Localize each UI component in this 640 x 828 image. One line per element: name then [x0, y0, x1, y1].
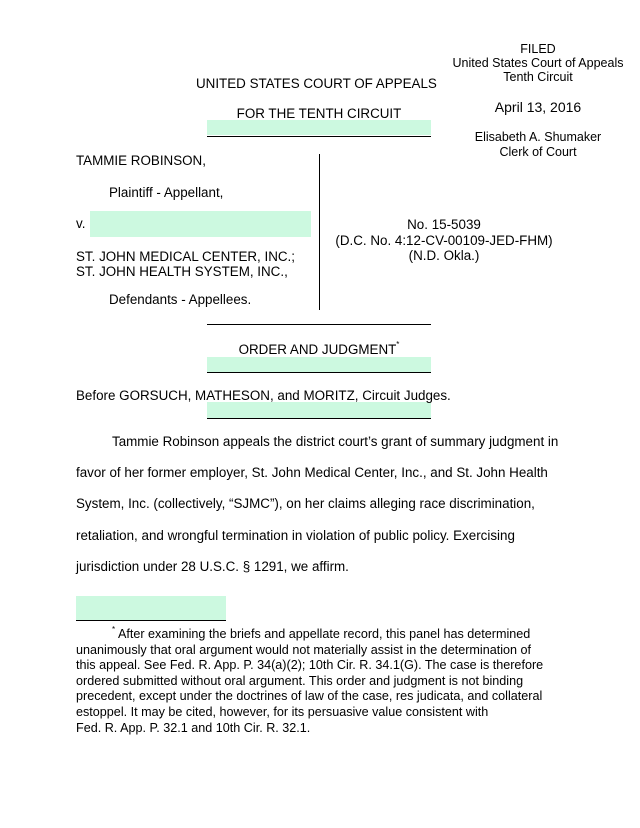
divider-rule	[207, 136, 431, 137]
footnote-line: unanimously that oral argument would not materially assist in the determination of	[76, 643, 532, 657]
divider-rule	[207, 372, 431, 373]
highlight-band	[207, 357, 431, 372]
footnote-line: estoppel. It may be cited, however, for its persuasive value consistent with	[76, 705, 489, 719]
highlight-band	[76, 596, 226, 620]
court-name: UNITED STATES COURT OF APPEALS	[196, 76, 437, 91]
footnote-first-text: After examining the briefs and appellate record, this panel has determined	[117, 627, 531, 641]
filed-court: United States Court of Appeals	[452, 56, 624, 70]
body-line: retaliation, and wrongful termination in violation of public policy. Exercising	[76, 528, 515, 543]
filed-circuit: Tenth Circuit	[503, 70, 573, 84]
district-court-number: (D.C. No. 4:12-CV-00109-JED-FHM)	[335, 233, 553, 248]
defendant-2: ST. JOHN HEALTH SYSTEM, INC.,	[76, 264, 288, 279]
filed-label: FILED	[520, 42, 556, 56]
clerk-title: Clerk of Court	[499, 145, 577, 159]
caption-divider	[319, 154, 320, 310]
divider-rule	[207, 418, 431, 419]
body-line: favor of her former employer, St. John Medical Center, Inc., and St. John Health	[76, 465, 548, 480]
plaintiff-name: TAMMIE ROBINSON,	[76, 153, 206, 168]
district-label: (N.D. Okla.)	[408, 248, 480, 263]
case-number: No. 15-5039	[407, 217, 481, 232]
footnote-line: precedent, except under the doctrines of law of the case, res judicata, and collateral	[76, 689, 543, 703]
plaintiff-role: Plaintiff - Appellant,	[109, 185, 224, 200]
body-line: Tammie Robinson appeals the district court’s grant of summary judgment in	[112, 434, 559, 449]
filed-date	[440, 98, 636, 116]
court-circuit: FOR THE TENTH CIRCUIT	[236, 106, 402, 121]
highlight-band	[90, 211, 311, 237]
divider-rule	[207, 324, 431, 325]
footnote-line: Fed. R. App. P. 32.1 and 10th Cir. R. 32.1.	[76, 721, 311, 735]
defendant-1: ST. JOHN MEDICAL CENTER, INC.;	[76, 249, 295, 264]
versus-label: v.	[76, 216, 86, 231]
order-footnote-mark: *	[396, 340, 400, 349]
footnote-line: ordered submitted without oral argument. This order and judgment is not binding	[76, 674, 524, 688]
footnote-first-line	[112, 627, 530, 641]
panel-line: Before GORSUCH, MATHESON, and MORITZ, Circuit Judges.	[76, 388, 451, 403]
footnote-separator	[76, 620, 226, 621]
order-title-text: ORDER AND JUDGMENT	[238, 342, 397, 357]
clerk-name: Elisabeth A. Shumaker	[474, 130, 602, 144]
highlight-band	[207, 402, 431, 418]
filed-date-rest: 13, 2016	[526, 99, 582, 115]
order-title	[207, 342, 431, 357]
filed-date-month: April	[494, 99, 523, 115]
body-line: System, Inc. (collectively, “SJMC”), on her claims alleging race discrimination,	[76, 496, 535, 511]
footnote-mark: *	[112, 625, 116, 634]
body-line: jurisdiction under 28 U.S.C. § 1291, we affirm.	[76, 559, 349, 574]
defendant-role: Defendants - Appellees.	[109, 292, 252, 307]
highlight-band	[207, 120, 431, 135]
footnote-line: this appeal. See Fed. R. App. P. 34(a)(2); 10th Cir. R. 34.1(G). The case is therefore	[76, 658, 544, 672]
